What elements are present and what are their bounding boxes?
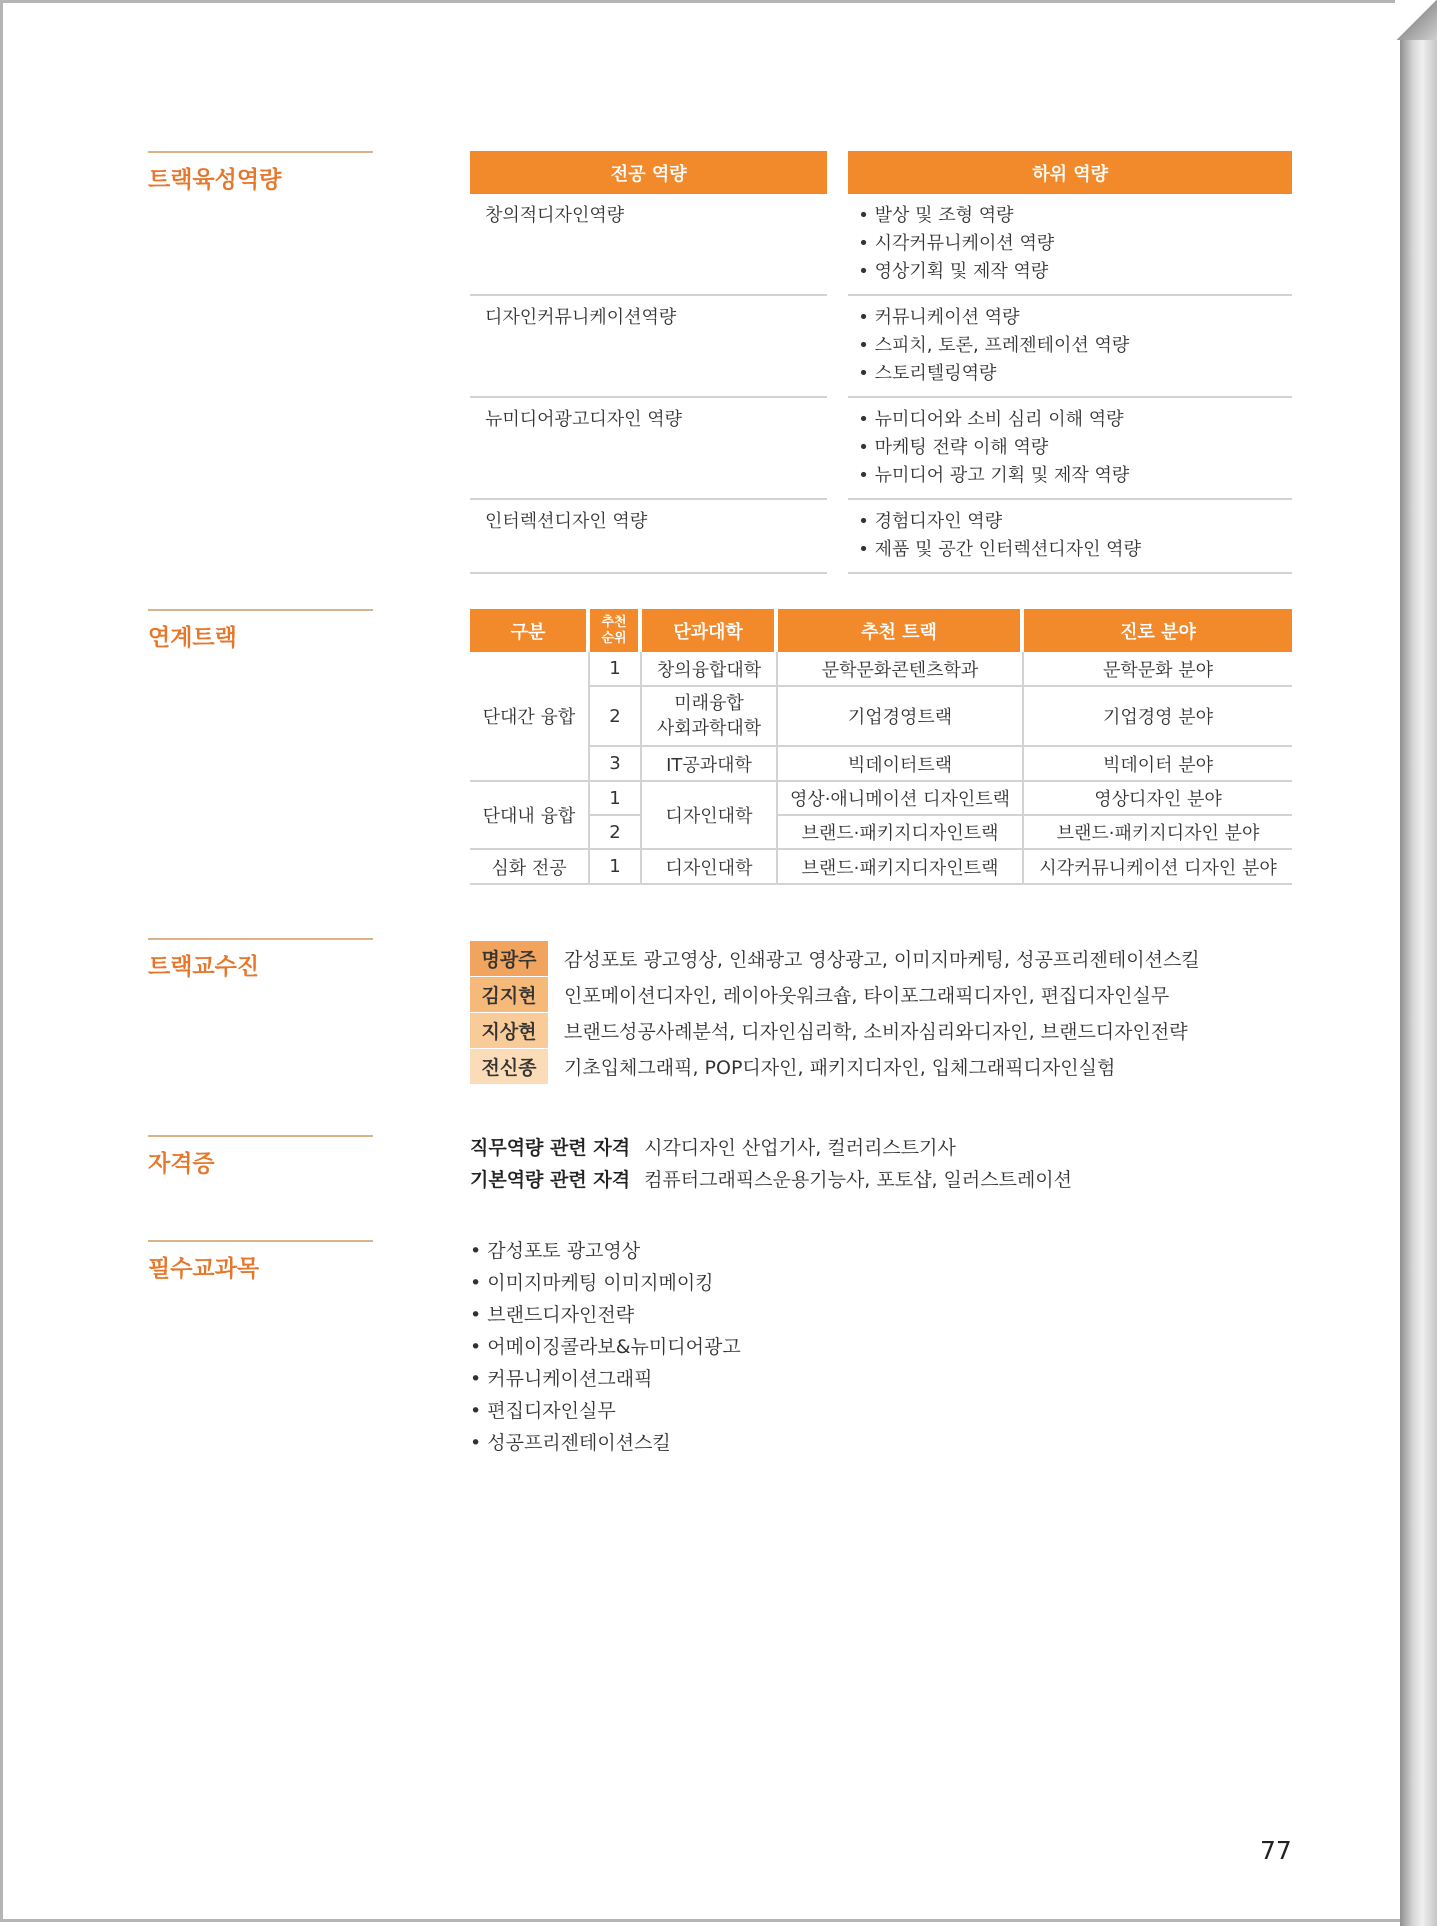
major-competency: 디자인커뮤니케이션역량 — [470, 296, 827, 398]
section-label-required-courses: 필수교과목 — [148, 1240, 373, 1283]
faculty-row — [470, 1048, 1200, 1084]
rank-cell: 2 — [590, 687, 642, 747]
section-label-certificates: 자격증 — [148, 1135, 373, 1178]
faculty-name: 지상현 — [470, 1013, 548, 1048]
list-item: • 커뮤니케이션그래픽 — [470, 1363, 741, 1395]
career-cell: 빅데이터 분야 — [1024, 747, 1292, 782]
list-item: • 발상 및 조형 역량 — [858, 202, 1292, 230]
college-cell: 디자인대학 — [642, 850, 778, 885]
table-row — [470, 687, 1292, 747]
rank-cell: 3 — [590, 747, 642, 782]
certificate-list — [470, 1130, 1072, 1194]
certificate-row — [470, 1162, 1072, 1194]
sub-competency-list — [848, 500, 1292, 574]
list-item: • 스토리텔링역량 — [858, 360, 1292, 388]
section-label-linked-tracks: 연계트랙 — [148, 609, 373, 652]
faculty-name: 김지현 — [470, 977, 548, 1012]
list-item: • 뉴미디어와 소비 심리 이해 역량 — [858, 406, 1292, 434]
list-item: • 어메이징콜라보&뉴미디어광고 — [470, 1331, 741, 1363]
faculty-row — [470, 976, 1200, 1012]
required-course-list — [470, 1235, 741, 1459]
list-item: • 편집디자인실무 — [470, 1395, 741, 1427]
table-row — [470, 850, 1292, 885]
college-cell: IT공과대학 — [642, 747, 778, 782]
sub-competency-list — [848, 296, 1292, 398]
rank-cell: 2 — [590, 816, 642, 850]
list-item: • 이미지마케팅 이미지메이킹 — [470, 1267, 741, 1299]
section-label-faculty: 트랙교수진 — [148, 938, 373, 981]
major-competency: 인터렉션디자인 역량 — [470, 500, 827, 574]
sub-competency-list — [848, 398, 1292, 500]
career-cell: 영상디자인 분야 — [1024, 782, 1292, 816]
college-cell: 미래융합 사회과학대학 — [642, 687, 778, 747]
list-item: • 마케팅 전략 이해 역량 — [858, 434, 1292, 462]
list-item: • 영상기획 및 제작 역량 — [858, 258, 1292, 286]
list-item: • 뉴미디어 광고 기획 및 제작 역량 — [858, 462, 1292, 490]
page-edge — [1400, 0, 1437, 1926]
list-item: • 성공프리젠테이션스킬 — [470, 1427, 741, 1459]
group-cell: 단대내 융합 — [470, 782, 590, 850]
certificate-value: 컴퓨터그래픽스운용기능사, 포토샵, 일러스트레이션 — [644, 1168, 1073, 1191]
career-cell: 문학문화 분야 — [1024, 652, 1292, 687]
faculty-subjects: 인포메이션디자인, 레이아웃워크숍, 타이포그래픽디자인, 편집디자인실무 — [564, 984, 1170, 1007]
list-item: • 시각커뮤니케이션 역량 — [858, 230, 1292, 258]
faculty-name: 명광주 — [470, 941, 548, 976]
rank-cell: 1 — [590, 850, 642, 885]
sub-competency-list — [848, 194, 1292, 296]
list-item: • 커뮤니케이션 역량 — [858, 304, 1292, 332]
header-major-competency: 전공 역량 — [470, 151, 827, 194]
faculty-subjects: 감성포토 광고영상, 인쇄광고 영상광고, 이미지마케팅, 성공프리젠테이션스킬 — [564, 948, 1200, 971]
track-cell: 영상·애니메이션 디자인트랙 — [778, 782, 1024, 816]
table-row — [470, 652, 1292, 687]
certificate-row — [470, 1130, 1072, 1162]
faculty-subjects: 기초입체그래픽, POP디자인, 패키지디자인, 입체그래픽디자인실험 — [564, 1056, 1116, 1079]
career-cell: 브랜드·패키지디자인 분야 — [1024, 816, 1292, 850]
major-competency: 창의적디자인역량 — [470, 194, 827, 296]
list-item: • 제품 및 공간 인터렉션디자인 역량 — [858, 536, 1292, 564]
college-cell: 창의융합대학 — [642, 652, 778, 687]
group-cell: 심화 전공 — [470, 850, 590, 885]
list-item: • 스피치, 토론, 프레젠테이션 역량 — [858, 332, 1292, 360]
page-number: 77 — [1260, 1836, 1292, 1865]
major-competency: 뉴미디어광고디자인 역량 — [470, 398, 827, 500]
table-row — [470, 500, 1292, 574]
table-row — [470, 816, 1292, 850]
certificate-value: 시각디자인 산업기사, 컬러리스트기사 — [644, 1136, 956, 1159]
certificate-label: 기본역량 관련 자격 — [470, 1168, 631, 1191]
table-row — [470, 194, 1292, 296]
list-item: • 브랜드디자인전략 — [470, 1299, 741, 1331]
faculty-list — [470, 940, 1200, 1084]
table-row — [470, 782, 1292, 816]
table-row — [470, 398, 1292, 500]
header-category: 구분 — [470, 609, 590, 652]
group-cell: 단대간 융합 — [470, 652, 590, 782]
faculty-row — [470, 1012, 1200, 1048]
rank-cell: 1 — [590, 652, 642, 687]
header-rank: 추천 순위 — [590, 609, 642, 652]
header-track: 추천 트랙 — [778, 609, 1024, 652]
certificate-label: 직무역량 관련 자격 — [470, 1136, 631, 1159]
career-cell: 시각커뮤니케이션 디자인 분야 — [1024, 850, 1292, 885]
header-college: 단과대학 — [642, 609, 778, 652]
list-item: • 경험디자인 역량 — [858, 508, 1292, 536]
track-cell: 브랜드·패키지디자인트랙 — [778, 850, 1024, 885]
rank-cell: 1 — [590, 782, 642, 816]
header-sub-competency: 하위 역량 — [848, 151, 1292, 194]
section-label-competency: 트랙육성역량 — [148, 151, 373, 194]
faculty-subjects: 브랜드성공사례분석, 디자인심리학, 소비자심리와디자인, 브랜드디자인전략 — [564, 1020, 1188, 1043]
college-cell: 디자인대학 — [642, 782, 778, 850]
list-item: • 감성포토 광고영상 — [470, 1235, 741, 1267]
faculty-name: 전신종 — [470, 1049, 548, 1084]
track-cell: 문학문화콘텐츠학과 — [778, 652, 1024, 687]
track-cell: 기업경영트랙 — [778, 687, 1024, 747]
track-cell: 빅데이터트랙 — [778, 747, 1024, 782]
linked-track-table — [470, 609, 1292, 885]
competency-table — [470, 151, 1292, 574]
header-career: 진로 분야 — [1024, 609, 1292, 652]
faculty-row — [470, 940, 1200, 976]
table-row — [470, 747, 1292, 782]
track-cell: 브랜드·패키지디자인트랙 — [778, 816, 1024, 850]
page-corner — [1395, 0, 1437, 40]
table-row — [470, 296, 1292, 398]
career-cell: 기업경영 분야 — [1024, 687, 1292, 747]
